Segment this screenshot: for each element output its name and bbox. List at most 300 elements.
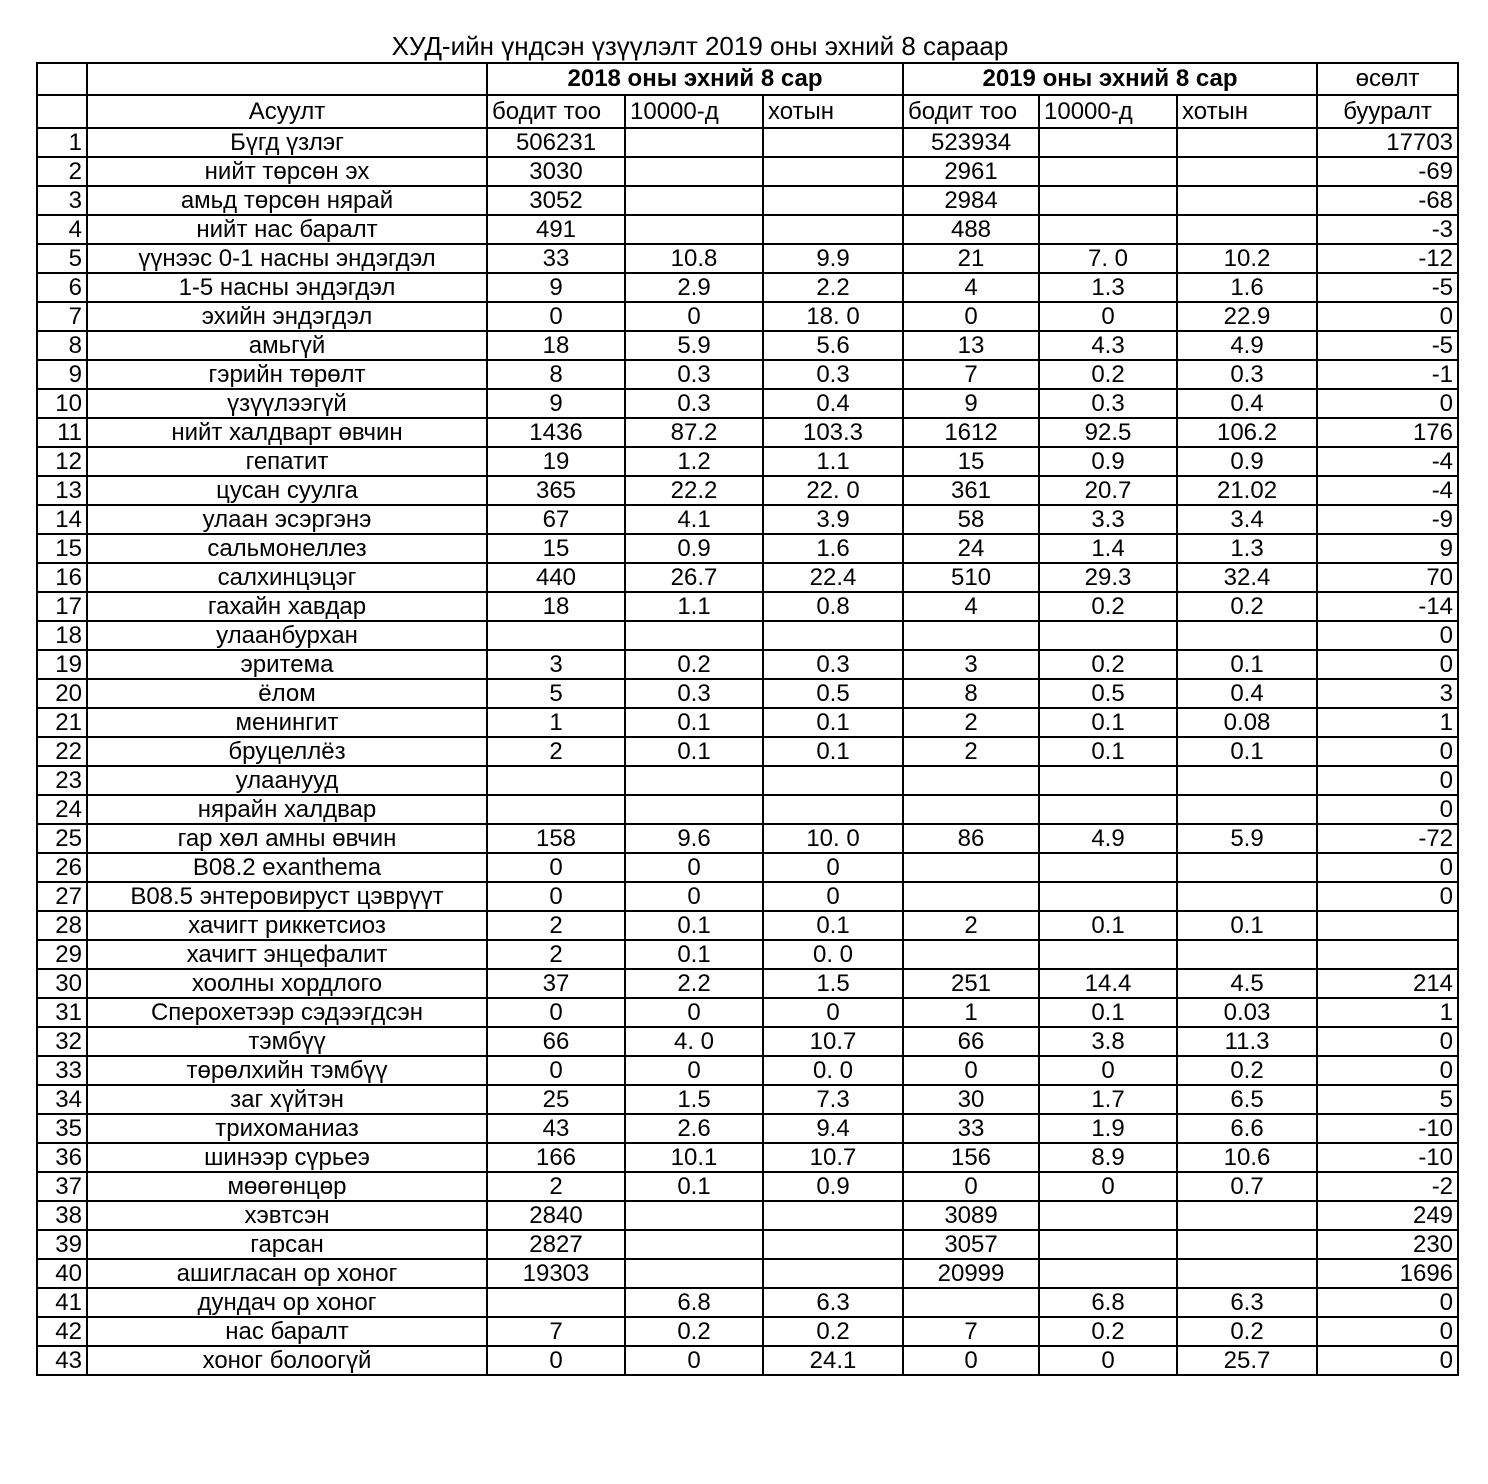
row-change: 0: [1317, 1056, 1458, 1085]
header-number-cell-2: [37, 95, 87, 128]
row-2018-actual: 2: [487, 911, 625, 940]
row-number: 18: [37, 621, 87, 650]
row-2019-actual: 13: [903, 331, 1039, 360]
row-2019-city: 0.08: [1177, 708, 1317, 737]
header-2019-per10000: 10000-д: [1039, 95, 1177, 128]
row-2018-actual: 365: [487, 476, 625, 505]
table-row: [37, 186, 1458, 215]
table-row: [37, 1027, 1458, 1056]
row-2018-actual: 0: [487, 1056, 625, 1085]
row-2019-city: 0.2: [1177, 1317, 1317, 1346]
row-2018-city: 10. 0: [763, 824, 903, 853]
row-2018-per10000: 1.5: [625, 1085, 763, 1114]
row-2019-actual: 2961: [903, 157, 1039, 186]
row-number: 38: [37, 1201, 87, 1230]
row-2019-actual: 361: [903, 476, 1039, 505]
row-change: 5: [1317, 1085, 1458, 1114]
row-2019-city: [1177, 128, 1317, 157]
header-number-cell: [37, 63, 87, 95]
row-number: 23: [37, 766, 87, 795]
row-2019-actual: 2: [903, 708, 1039, 737]
row-2018-actual: 158: [487, 824, 625, 853]
row-2018-city: 0. 0: [763, 940, 903, 969]
row-number: 8: [37, 331, 87, 360]
row-number: 16: [37, 563, 87, 592]
row-2018-actual: [487, 621, 625, 650]
row-change: -2: [1317, 1172, 1458, 1201]
row-2018-per10000: 0.3: [625, 360, 763, 389]
row-2019-city: 0.1: [1177, 911, 1317, 940]
header-question-top-cell: [87, 63, 487, 95]
row-2019-city: 32.4: [1177, 563, 1317, 592]
row-2019-per10000: 29.3: [1039, 563, 1177, 592]
row-2019-actual: 30: [903, 1085, 1039, 1114]
row-2018-city: 1.1: [763, 447, 903, 476]
row-question: менингит: [87, 708, 487, 737]
row-2018-city: 0.8: [763, 592, 903, 621]
row-2018-city: 103.3: [763, 418, 903, 447]
row-number: 41: [37, 1288, 87, 1317]
row-2019-actual: 1: [903, 998, 1039, 1027]
row-change: 0: [1317, 1317, 1458, 1346]
row-2018-city: 0.2: [763, 1317, 903, 1346]
table-row: [37, 302, 1458, 331]
row-2019-actual: 86: [903, 824, 1039, 853]
row-2018-city: 0.4: [763, 389, 903, 418]
row-question: үүнээс 0-1 насны эндэгдэл: [87, 244, 487, 273]
row-change: -10: [1317, 1114, 1458, 1143]
row-2019-per10000: 0.5: [1039, 679, 1177, 708]
row-2018-actual: 2: [487, 737, 625, 766]
row-question: шинээр сүрьеэ: [87, 1143, 487, 1172]
row-number: 22: [37, 737, 87, 766]
row-2018-city: [763, 157, 903, 186]
row-2019-per10000: 3.8: [1039, 1027, 1177, 1056]
table-row: [37, 650, 1458, 679]
row-2019-actual: 8: [903, 679, 1039, 708]
table-row: [37, 331, 1458, 360]
row-2019-per10000: [1039, 186, 1177, 215]
row-question: гахайн хавдар: [87, 592, 487, 621]
table-row: [37, 273, 1458, 302]
row-2018-per10000: 0: [625, 882, 763, 911]
row-question: эхийн эндэгдэл: [87, 302, 487, 331]
row-2018-city: 0.1: [763, 737, 903, 766]
row-2018-actual: 2827: [487, 1230, 625, 1259]
row-number: 2: [37, 157, 87, 186]
row-2018-city: 0: [763, 853, 903, 882]
row-question: улаан эсэргэнэ: [87, 505, 487, 534]
row-2018-per10000: [625, 157, 763, 186]
table-row: [37, 534, 1458, 563]
header-2019: 2019 оны эхний 8 сар: [903, 63, 1317, 95]
row-2018-actual: 5: [487, 679, 625, 708]
row-number: 5: [37, 244, 87, 273]
row-2018-per10000: 87.2: [625, 418, 763, 447]
row-change: -4: [1317, 476, 1458, 505]
table-row: [37, 1259, 1458, 1288]
row-2018-actual: 18: [487, 592, 625, 621]
row-number: 40: [37, 1259, 87, 1288]
row-2019-per10000: 4.9: [1039, 824, 1177, 853]
row-change: 0: [1317, 1027, 1458, 1056]
row-2018-per10000: [625, 1201, 763, 1230]
table-row: [37, 1201, 1458, 1230]
row-2018-city: 0.3: [763, 650, 903, 679]
row-change: -14: [1317, 592, 1458, 621]
row-question: төрөлхийн тэмбүү: [87, 1056, 487, 1085]
row-question: хоног болоогүй: [87, 1346, 487, 1375]
row-question: Бүгд үзлэг: [87, 128, 487, 157]
row-2018-actual: 3: [487, 650, 625, 679]
row-2018-city: [763, 128, 903, 157]
row-2019-city: 25.7: [1177, 1346, 1317, 1375]
row-2019-actual: 3: [903, 650, 1039, 679]
row-2018-per10000: 0: [625, 998, 763, 1027]
header-2019-city: хотын: [1177, 95, 1317, 128]
row-2018-city: 1.5: [763, 969, 903, 998]
table-row: [37, 563, 1458, 592]
row-2019-city: 0.2: [1177, 592, 1317, 621]
row-2019-actual: 15: [903, 447, 1039, 476]
row-change: 0: [1317, 795, 1458, 824]
row-2019-actual: [903, 766, 1039, 795]
row-2019-actual: 20999: [903, 1259, 1039, 1288]
row-2019-actual: 2984: [903, 186, 1039, 215]
table-row: [37, 244, 1458, 273]
row-question: гепатит: [87, 447, 487, 476]
row-2019-actual: 21: [903, 244, 1039, 273]
row-change: -1: [1317, 360, 1458, 389]
row-2018-city: [763, 621, 903, 650]
row-2019-per10000: [1039, 1230, 1177, 1259]
table-row: [37, 708, 1458, 737]
table-row: [37, 1114, 1458, 1143]
row-change: -3: [1317, 215, 1458, 244]
row-2019-city: 4.5: [1177, 969, 1317, 998]
header-question: Асуулт: [87, 95, 487, 128]
row-question: хоолны хордлого: [87, 969, 487, 998]
row-number: 26: [37, 853, 87, 882]
row-2019-city: 10.6: [1177, 1143, 1317, 1172]
row-2019-per10000: 1.4: [1039, 534, 1177, 563]
row-2019-per10000: 0.1: [1039, 708, 1177, 737]
row-2019-city: 11.3: [1177, 1027, 1317, 1056]
row-number: 13: [37, 476, 87, 505]
row-2019-actual: 523934: [903, 128, 1039, 157]
row-2018-actual: 7: [487, 1317, 625, 1346]
row-question: B08.5 энтеровируст цэврүүт: [87, 882, 487, 911]
row-2018-per10000: 0.2: [625, 1317, 763, 1346]
row-question: нас баралт: [87, 1317, 487, 1346]
row-2019-per10000: 0.9: [1039, 447, 1177, 476]
row-question: бруцеллёз: [87, 737, 487, 766]
header-2019-actual: бодит тоо: [903, 95, 1039, 128]
row-question: улаанбурхан: [87, 621, 487, 650]
row-change: -5: [1317, 273, 1458, 302]
statistics-table: [36, 62, 1459, 1376]
row-2019-city: 21.02: [1177, 476, 1317, 505]
row-2019-city: 0.4: [1177, 389, 1317, 418]
row-2018-per10000: 10.8: [625, 244, 763, 273]
row-2018-actual: 0: [487, 853, 625, 882]
row-2018-city: 10.7: [763, 1027, 903, 1056]
row-2019-actual: 0: [903, 1346, 1039, 1375]
row-change: 0: [1317, 302, 1458, 331]
row-2019-actual: 156: [903, 1143, 1039, 1172]
row-2019-city: 0.3: [1177, 360, 1317, 389]
row-2019-city: 0.2: [1177, 1056, 1317, 1085]
row-2018-per10000: 2.9: [625, 273, 763, 302]
row-2018-city: 0: [763, 998, 903, 1027]
row-2019-per10000: 0.2: [1039, 592, 1177, 621]
table-row: [37, 621, 1458, 650]
row-2018-per10000: 0.1: [625, 708, 763, 737]
row-2019-per10000: 0: [1039, 1056, 1177, 1085]
row-2019-per10000: [1039, 1259, 1177, 1288]
row-2018-actual: 37: [487, 969, 625, 998]
row-2019-per10000: [1039, 215, 1177, 244]
row-change: 0: [1317, 650, 1458, 679]
row-2019-city: 3.4: [1177, 505, 1317, 534]
row-question: нийт халдварт өвчин: [87, 418, 487, 447]
row-question: мөөгөнцөр: [87, 1172, 487, 1201]
row-question: Сперохетээр сэдээгдсэн: [87, 998, 487, 1027]
row-change: -69: [1317, 157, 1458, 186]
row-change: 17703: [1317, 128, 1458, 157]
row-change: [1317, 911, 1458, 940]
table-row: [37, 1230, 1458, 1259]
row-2019-city: 0.4: [1177, 679, 1317, 708]
row-2019-actual: 1612: [903, 418, 1039, 447]
row-2018-city: 9.4: [763, 1114, 903, 1143]
row-2019-per10000: 1.3: [1039, 273, 1177, 302]
row-2019-per10000: 7. 0: [1039, 244, 1177, 273]
table-row: [37, 853, 1458, 882]
row-2019-city: [1177, 1230, 1317, 1259]
row-2018-actual: 1436: [487, 418, 625, 447]
row-2019-per10000: 0.1: [1039, 737, 1177, 766]
table-row: [37, 1288, 1458, 1317]
row-2018-per10000: 0: [625, 302, 763, 331]
table-row: [37, 447, 1458, 476]
header-2018-actual: бодит тоо: [487, 95, 625, 128]
row-2018-city: 5.6: [763, 331, 903, 360]
row-2019-per10000: [1039, 157, 1177, 186]
row-2019-actual: 4: [903, 273, 1039, 302]
row-number: 27: [37, 882, 87, 911]
row-2018-city: [763, 795, 903, 824]
row-change: 0: [1317, 621, 1458, 650]
row-number: 12: [37, 447, 87, 476]
row-2019-per10000: [1039, 766, 1177, 795]
row-number: 19: [37, 650, 87, 679]
row-question: салхинцэцэг: [87, 563, 487, 592]
row-2019-actual: 2: [903, 911, 1039, 940]
row-2019-actual: 33: [903, 1114, 1039, 1143]
row-2019-city: [1177, 853, 1317, 882]
row-2018-actual: 19303: [487, 1259, 625, 1288]
row-question: хачигт энцефалит: [87, 940, 487, 969]
row-number: 4: [37, 215, 87, 244]
row-number: 20: [37, 679, 87, 708]
row-2018-city: 6.3: [763, 1288, 903, 1317]
row-2019-actual: 3057: [903, 1230, 1039, 1259]
row-2019-city: [1177, 1259, 1317, 1288]
row-2019-per10000: 0.2: [1039, 360, 1177, 389]
row-2019-per10000: [1039, 621, 1177, 650]
row-2018-actual: 1: [487, 708, 625, 737]
row-2019-city: [1177, 766, 1317, 795]
row-number: 6: [37, 273, 87, 302]
row-2018-city: 0: [763, 882, 903, 911]
row-2018-per10000: 0: [625, 1346, 763, 1375]
row-2019-per10000: 0.2: [1039, 1317, 1177, 1346]
row-2019-per10000: 0: [1039, 1346, 1177, 1375]
row-2018-actual: 2: [487, 1172, 625, 1201]
row-2018-actual: 25: [487, 1085, 625, 1114]
row-2019-actual: 0: [903, 1172, 1039, 1201]
row-2019-city: [1177, 882, 1317, 911]
row-change: 1: [1317, 998, 1458, 1027]
row-2018-actual: 3052: [487, 186, 625, 215]
row-change: -72: [1317, 824, 1458, 853]
table-row: [37, 360, 1458, 389]
row-change: [1317, 940, 1458, 969]
row-number: 15: [37, 534, 87, 563]
row-number: 34: [37, 1085, 87, 1114]
row-2018-city: 9.9: [763, 244, 903, 273]
row-number: 39: [37, 1230, 87, 1259]
row-change: 230: [1317, 1230, 1458, 1259]
row-2019-per10000: 0.3: [1039, 389, 1177, 418]
row-2019-per10000: 6.8: [1039, 1288, 1177, 1317]
table-row: [37, 969, 1458, 998]
row-2019-city: 4.9: [1177, 331, 1317, 360]
row-2019-per10000: 20.7: [1039, 476, 1177, 505]
table-row: [37, 737, 1458, 766]
row-question: трихоманиаз: [87, 1114, 487, 1143]
row-2018-city: 3.9: [763, 505, 903, 534]
row-change: -68: [1317, 186, 1458, 215]
row-2018-actual: [487, 766, 625, 795]
row-change: 0: [1317, 737, 1458, 766]
row-2018-city: 22. 0: [763, 476, 903, 505]
table-row: [37, 911, 1458, 940]
row-question: эритема: [87, 650, 487, 679]
row-number: 7: [37, 302, 87, 331]
row-2018-city: 0.3: [763, 360, 903, 389]
table-row: [37, 679, 1458, 708]
row-change: 3: [1317, 679, 1458, 708]
header-2018-per10000: 10000-д: [625, 95, 763, 128]
row-2018-city: [763, 766, 903, 795]
row-2018-per10000: 0.3: [625, 679, 763, 708]
row-2019-per10000: 3.3: [1039, 505, 1177, 534]
row-question: амьд төрсөн нярай: [87, 186, 487, 215]
row-2019-actual: 251: [903, 969, 1039, 998]
row-2018-actual: 18: [487, 331, 625, 360]
row-number: 1: [37, 128, 87, 157]
header-2018: 2018 оны эхний 8 сар: [487, 63, 903, 95]
row-2018-per10000: 0.3: [625, 389, 763, 418]
row-2018-per10000: [625, 621, 763, 650]
row-question: улаанууд: [87, 766, 487, 795]
row-question: B08.2 exanthema: [87, 853, 487, 882]
row-question: 1-5 насны эндэгдэл: [87, 273, 487, 302]
row-2019-actual: 66: [903, 1027, 1039, 1056]
row-2018-city: [763, 215, 903, 244]
row-2019-city: 0.7: [1177, 1172, 1317, 1201]
row-number: 36: [37, 1143, 87, 1172]
row-2018-city: 0.1: [763, 708, 903, 737]
row-2019-per10000: [1039, 128, 1177, 157]
row-question: хэвтсэн: [87, 1201, 487, 1230]
page-title: ХУД-ийн үндсэн үзүүлэлт 2019 оны эхний 8 сараар: [391, 31, 1009, 61]
row-2019-per10000: 8.9: [1039, 1143, 1177, 1172]
row-question: амьгүй: [87, 331, 487, 360]
row-2018-per10000: 0.1: [625, 737, 763, 766]
row-2018-per10000: 5.9: [625, 331, 763, 360]
row-2019-actual: [903, 940, 1039, 969]
row-change: 70: [1317, 563, 1458, 592]
table-row: [37, 824, 1458, 853]
row-2018-city: [763, 1230, 903, 1259]
row-change: 176: [1317, 418, 1458, 447]
row-number: 32: [37, 1027, 87, 1056]
row-2019-actual: 2: [903, 737, 1039, 766]
header-row-1: [37, 63, 1458, 95]
row-2018-per10000: 1.1: [625, 592, 763, 621]
row-2018-city: 0. 0: [763, 1056, 903, 1085]
row-number: 17: [37, 592, 87, 621]
row-2019-actual: 4: [903, 592, 1039, 621]
table-row: [37, 1056, 1458, 1085]
row-question: гар хөл амны өвчин: [87, 824, 487, 853]
table-row: [37, 882, 1458, 911]
table-row: [37, 795, 1458, 824]
row-2018-city: 2.2: [763, 273, 903, 302]
row-2018-per10000: 4.1: [625, 505, 763, 534]
row-2018-per10000: [625, 128, 763, 157]
row-2018-per10000: 0.1: [625, 940, 763, 969]
row-question: үзүүлээгүй: [87, 389, 487, 418]
row-2018-per10000: [625, 1259, 763, 1288]
table-row: [37, 940, 1458, 969]
row-2019-actual: 488: [903, 215, 1039, 244]
row-2019-city: 0.03: [1177, 998, 1317, 1027]
row-2019-actual: [903, 621, 1039, 650]
row-2018-city: 0.5: [763, 679, 903, 708]
header-change-line1: өсөлт: [1317, 63, 1458, 95]
row-2019-per10000: 0: [1039, 302, 1177, 331]
row-2018-per10000: 0.1: [625, 911, 763, 940]
row-change: 0: [1317, 766, 1458, 795]
row-number: 9: [37, 360, 87, 389]
row-number: 42: [37, 1317, 87, 1346]
row-2018-per10000: 9.6: [625, 824, 763, 853]
row-2018-actual: 9: [487, 273, 625, 302]
row-2019-actual: 0: [903, 302, 1039, 331]
row-2018-city: [763, 1259, 903, 1288]
row-number: 11: [37, 418, 87, 447]
row-change: -12: [1317, 244, 1458, 273]
row-2019-per10000: 14.4: [1039, 969, 1177, 998]
row-2018-actual: 66: [487, 1027, 625, 1056]
row-2019-city: [1177, 1201, 1317, 1230]
row-2018-actual: 2: [487, 940, 625, 969]
header-row-2: [37, 95, 1458, 128]
